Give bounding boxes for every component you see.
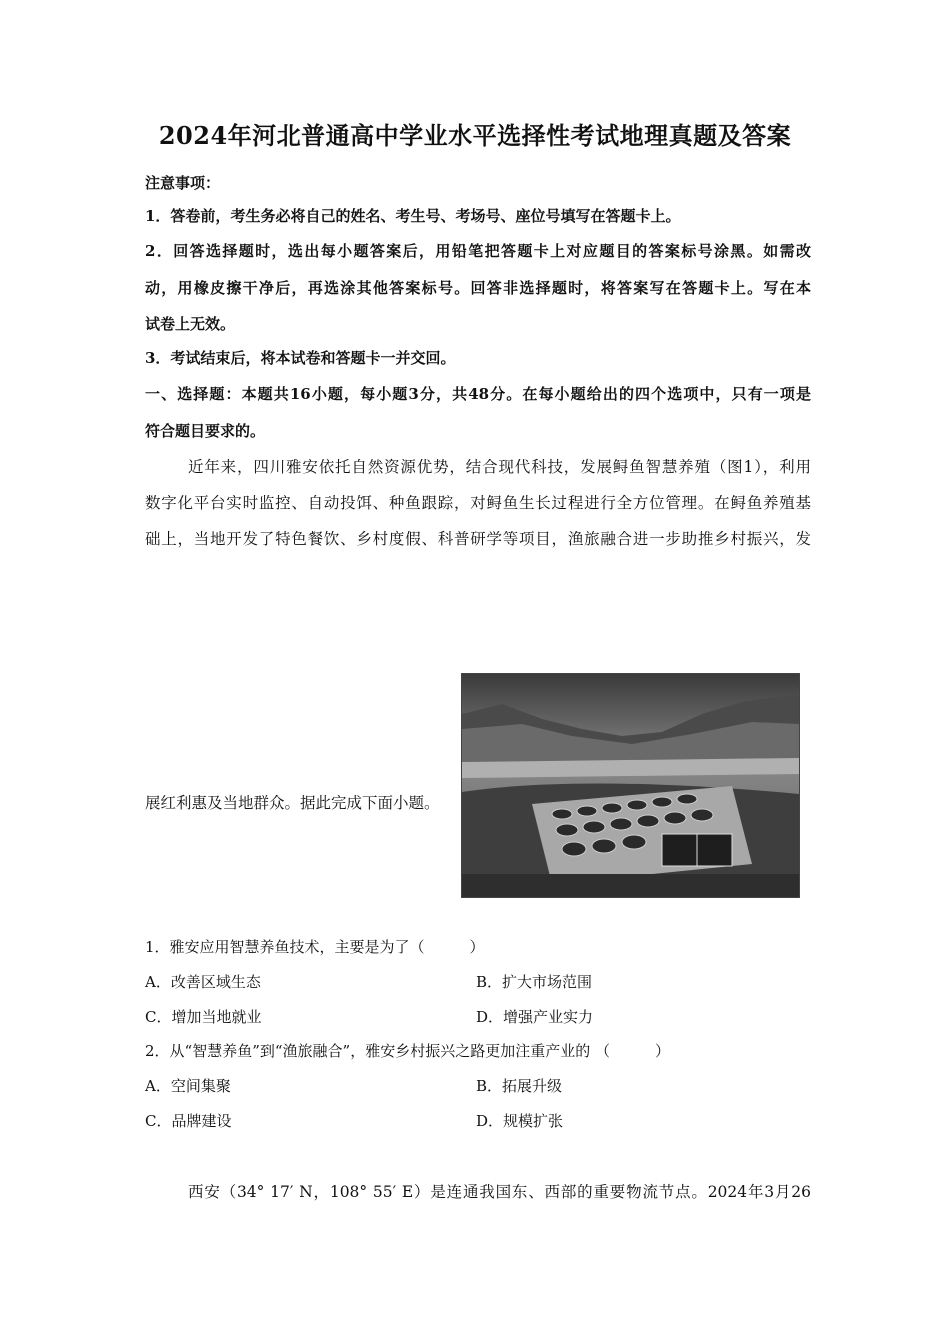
option-c: C．品牌建设 bbox=[145, 1112, 232, 1130]
option-c: C．增加当地就业 bbox=[145, 1008, 262, 1026]
section-heading-cont: 符合题目要求的。 bbox=[145, 422, 266, 440]
notice-heading: 注意事项： bbox=[145, 174, 221, 192]
passage-line: 础上，当地开发了特色餐饮、乡村度假、科普研学等项目，渔旅融合进一步助推乡村振兴，发 bbox=[145, 530, 811, 548]
notice-item: 3．考试结束后，将本试卷和答题卡一并交回。 bbox=[145, 349, 456, 367]
passage-line: 近年来，四川雅安依托自然资源优势，结合现代科技，发展鲟鱼智慧养殖（图1），利用 bbox=[188, 458, 811, 476]
option-b: B．扩大市场范围 bbox=[476, 973, 593, 991]
option-d: D．增强产业实力 bbox=[476, 1008, 594, 1026]
notice-item: 动，用橡皮擦干净后，再选涂其他答案标号。回答非选择题时，将答案写在答题卡上。写在本 bbox=[145, 279, 811, 297]
passage-line: 西安（34° 17′ N，108° 55′ E）是连通我国东、西部的重要物流节点。2024年3月26 bbox=[188, 1183, 811, 1201]
page-title: 2024年河北普通高中学业水平选择性考试地理真题及答案 bbox=[158, 121, 792, 150]
section-heading: 一、选择题：本题共16小题，每小题3分，共48分。在每小题给出的四个选项中，只有一项是 bbox=[145, 385, 811, 403]
option-b: B．拓展升级 bbox=[476, 1077, 563, 1095]
question-stem: 2．从“智慧养鱼”到“渔旅融合”，雅安乡村振兴之路更加注重产业的 （ ） bbox=[145, 1042, 670, 1060]
fish-farm-photo bbox=[461, 673, 800, 898]
notice-item: 1．答卷前，考生务必将自己的姓名、考生号、考场号、座位号填写在答题卡上。 bbox=[145, 207, 681, 225]
notice-item: 试卷上无效。 bbox=[145, 315, 236, 333]
option-a: A．空间集聚 bbox=[145, 1077, 231, 1095]
option-d: D．规模扩张 bbox=[476, 1112, 564, 1130]
notice-item: 2．回答选择题时，选出每小题答案后，用铅笔把答题卡上对应题目的答案标号涂黑。如需改 bbox=[145, 242, 811, 260]
option-a: A．改善区域生态 bbox=[145, 973, 261, 991]
question-stem: 1．雅安应用智慧养鱼技术，主要是为了（ ） bbox=[145, 938, 485, 956]
passage-line: 展红利惠及当地群众。据此完成下面小题。 bbox=[145, 794, 440, 812]
passage-line: 数字化平台实时监控、自动投饵、种鱼跟踪，对鲟鱼生长过程进行全方位管理。在鲟鱼养殖基 bbox=[145, 494, 811, 512]
